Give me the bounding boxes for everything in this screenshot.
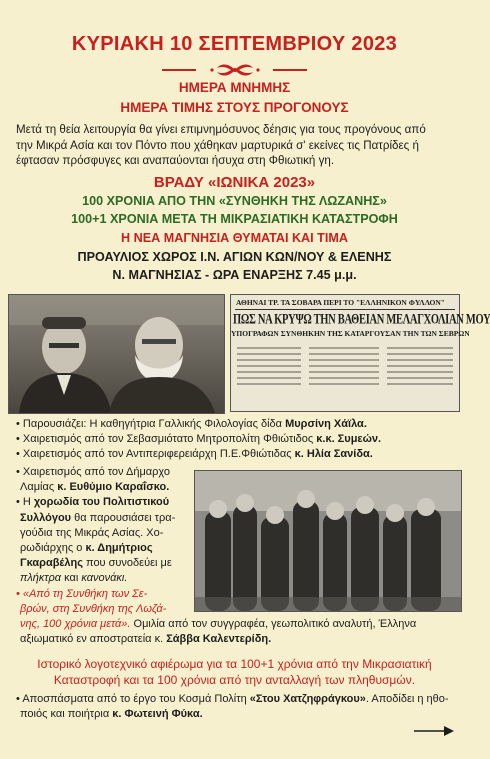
list-item: • Χαιρετισμός από τον Αντιπεριφερειάρχη Π.Ε.Φθιώτιδας κ. Ηλία Σανίδα.: [16, 448, 373, 460]
list-item: • Χαιρετισμός από τον Σεβασμιότατο Μητροπολίτη Φθιώτιδος κ.κ. Συμεών.: [16, 433, 382, 445]
program-list: [16, 417, 461, 462]
memorial-subtitle: ΗΜΕΡΑ ΤΙΜΗΣ ΣΤΟΥΣ ΠΡΟΓΟΝΟΥΣ: [120, 100, 349, 115]
list-item: • Παρουσιάζει: Η καθηγήτρια Γαλλικής Φιλολογίας δίδα Μυρσίνη Χάϊλα.: [16, 418, 367, 430]
catastrophe-line: 100+1 ΧΡΟΝΙΑ ΜΕΤΑ ΤΗ ΜΙΚΡΑΣΙΑΤΙΚΗ ΚΑΤΑΣΤΡΟΦΗ: [71, 212, 398, 226]
clipping-headline: ΠΩΣ ΝΑ ΚΡΥΨΩ ΤΗΝ ΒΑΘΕΙΑΝ ΜΕΛΑΓΧΟΛΙΑΝ ΜΟΥ: [233, 312, 490, 328]
tribute-text: Ιστορικό λογοτεχνικό αφιέρωμα για τα 100+1 χρόνια από την Μικρασιατική Καταστροφή και τα 100 χρόνια από την ανταλλαγή των πληθυσμών.: [37, 657, 432, 687]
evening-title: ΒΡΑΔΥ «ΙΩΝΙΚΑ 2023»: [153, 174, 316, 191]
arrow-right-icon: [414, 724, 454, 742]
magnesia-line: Η ΝΕΑ ΜΑΓΝΗΣΙΑ ΘΥΜΑΤΑΙ ΚΑΙ ΤΙΜΑ: [121, 231, 348, 245]
excerpts-item: • Αποσπάσματα από το έργο του Κοσμά Πολίτη «Στου Χατζηφράγκου». Αποδίδει η ηθο- ποιός και ποιήτρια κ. Φωτεινή Φύκα.: [16, 693, 449, 720]
program-left-column: • Χαιρετισμός από τον Δήμαρχο Λαμίας κ. Ευθύμιο Καραΐσκο. • Η χορωδία του Πολιτιστικού Συλλόγου θα παρουσιάσει τρα- γούδια της Μικράς Ασίας. Χο- ρωδιάρχης ο κ. Δημήτριος Γκαραβέλης που συνοδεύει με πλήκτρα και κανονάκι. • «Από τη Συνθήκη των Σε- βρών, στη Συνθήκη της Λωζά-: [16, 465, 190, 617]
list-item: • Χαιρετισμός από τον Δήμαρχο: [16, 466, 171, 478]
clipping-small-header: ΑΘΗΝΑΙ ΤΡ. ΤΑ ΣΟΒΑΡΑ ΠΕΡΙ ΤΟ "ΕΛΛΗΝΙΚΟΝ ΦΥΛΛΟΝ": [236, 298, 445, 307]
speech-title-tail: νης, 100 χρόνια μετά». Ομιλία από τον συγγραφέα, γεωπολιτικό αναλυτή, Έλληνα: [20, 618, 417, 630]
refugees-crowd-photo: [194, 470, 462, 612]
lausanne-line: 100 ΧΡΟΝΙΑ ΑΠΟ ΤΗΝ «ΣΥΝΘΗΚΗ ΤΗΣ ΛΩΖΑΝΗΣ»: [82, 194, 387, 208]
newspaper-clipping: [230, 294, 490, 412]
venue-line: ΠΡΟΑΥΛΙΟΣ ΧΩΡΟΣ Ι.Ν. ΑΓΙΩΝ ΚΩΝ/ΝΟΥ & ΕΛΕΝΗΣ: [77, 250, 392, 264]
page-title: ΚΥΡΙΑΚΗ 10 ΣΕΠΤΕΜΒΡΙΟΥ 2023: [71, 33, 398, 55]
start-time-line: Ν. ΜΑΓΝΗΣΙΑΣ - ΩΡΑ ΕΝΑΡΞΗΣ 7.45 μ.μ.: [112, 268, 357, 282]
historic-portrait-photo: [8, 294, 225, 414]
speaker-line: αξιωματικό εν αποστρατεία κ. Σάββα Καλεντερίδη.: [20, 633, 272, 645]
memorial-title: ΗΜΕΡΑ ΜΝΗΜΗΣ: [178, 80, 291, 95]
memorial-paragraph: Μετά τη θεία λειτουργία θα γίνει επιμνημόσυνος δέησις για τους προγόνους από την Μικρά Ασία και τον Πόντο που χάθηκαν μαρτυρικά σ' εκείνες τις Πατρίδες ή έφτασαν πρόσφυγες και αναπαύονται ήσυχα στη Φθιωτική γη.: [16, 123, 426, 167]
clipping-subheadline: ΥΠΟΓΡΑΦΩΝ ΣΥΝΘΗΚΗΝ ΤΗΣ ΚΑΤΑΡΓΟΥΣΑΝ ΤΗΝ ΤΩΝ ΣΕΒΡΩΝ: [231, 329, 470, 338]
floral-ornament-icon: [0, 61, 469, 79]
